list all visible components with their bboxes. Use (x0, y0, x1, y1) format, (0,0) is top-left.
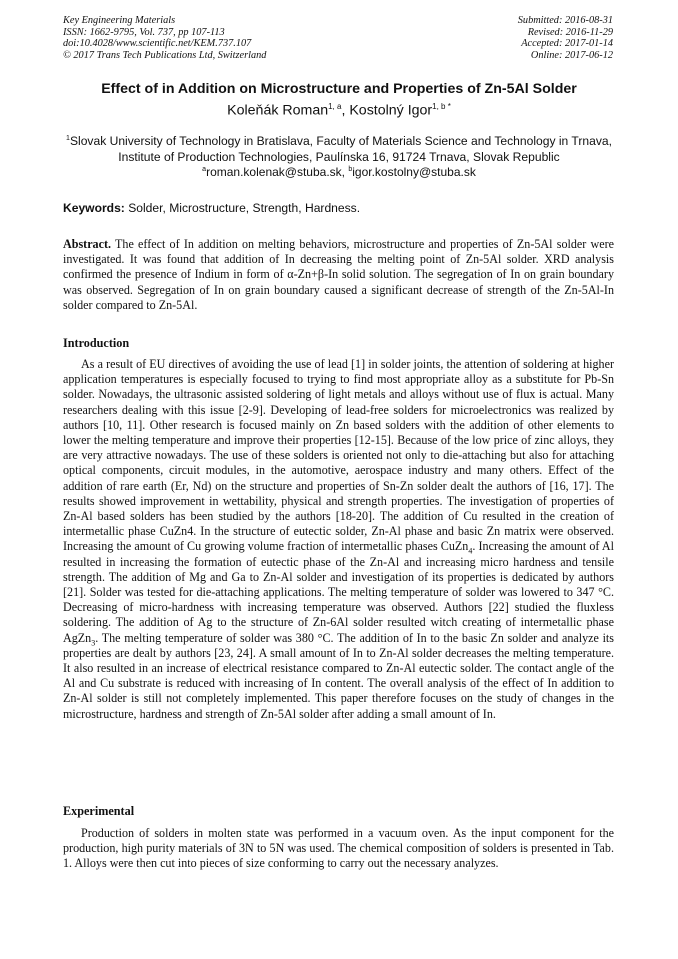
email-separator: , (341, 165, 349, 179)
journal-name: Key Engineering Materials (63, 15, 176, 26)
affiliation-text: Slovak University of Technology in Bratislava, Faculty of Materials Science and Technology in Trnava, Institute of Production Technologies, Paulínska 16, 91724 Trnava, Slovak Republic (69, 134, 612, 165)
email-line (0, 165, 678, 179)
author-name: Kostolný Igor (349, 102, 433, 119)
keywords-text: Solder, Microstructure, Strength, Hardness. (124, 201, 361, 215)
paper-title: Effect of in Addition on Microstructure and Properties of Zn-5Al Solder (101, 81, 577, 97)
abstract-text: The effect of In addition on melting behaviors, microstructure and properties of Zn-5Al solder were investigated. It was found that addition of In decreasing the melting point of Zn-5Al solder. XRD analysis confirmed the presence of Indium in form of α-Zn+β-In solid solution. The segregation of In on grain boundary was observed. Segregation of In on grain boundary caused a significant decrease of strength of the Zn-5Al-In solder compared to Zn-5Al. (63, 237, 614, 312)
journal-doi: doi:10.4028/www.scientific.net/KEM.737.107 (63, 38, 252, 50)
journal-copyright: © 2017 Trans Tech Publications Ltd, Switzerland (63, 49, 267, 61)
subscript: 4 (468, 546, 473, 556)
keywords-label: Keywords: (63, 201, 125, 215)
journal-info (63, 15, 266, 61)
author-sup: 1, b * (432, 102, 451, 111)
introduction-paragraph (63, 357, 614, 722)
email-sup: b (348, 166, 353, 173)
paragraph-text: As a result of EU directives of avoiding the use of lead [1] in solder joints, the attention of soldering at higher application temperatures is especially focused to trying to find most appropriate alloy as a substitute for Pb-Sn solder. Nowadays, the ultrasonic assisted soldering of light metals and alloys without use of flux is actual. Many researchers dealing with this issue [2-9]. Developing of lead-free solders for microelectronics was realized by authors [10, 11]. Other research is focused mainly on Zn based solders with the addition of other elements to lower the melting temperature and improve their properties [12-15]. Because of the low price of zinc alloys, they are very attractive nowadays. The use of these solders is oriented not only to die-attaching but also for attaching optical components, circuit modules, in the automotive, aerospace industry and many others. Effect of the addition of rare earth (Er, Nd) on the structure and properties of Sn-Zn solder dealt the authors of [16, 17]. The results showed improvement in wettability, physical and strength properties. The investigation of properties of Zn-Al based solders has been studied by the authors [18-20]. The addition of Cu resulted in the creation of intermetallic phase CuZn4. In the structure of eutectic solder, Zn-Al phase and basic Zn matrix were observed. Increasing the amount of Cu growing volume fraction of intermetallic phases CuZn (63, 357, 614, 554)
journal-issn: ISSN: 1662-9795, Vol. 737, pp 107-113 (63, 26, 225, 38)
keywords (63, 201, 360, 215)
author-sup: 1, a (328, 102, 342, 111)
experimental-paragraph (63, 826, 614, 872)
author-line (0, 102, 678, 119)
online-date: Online: 2017-06-12 (530, 49, 613, 61)
abstract (63, 237, 614, 313)
publication-dates (518, 15, 613, 61)
affiliation-sup: 1 (66, 135, 70, 142)
subscript: 3 (91, 638, 96, 648)
author-separator: , (341, 102, 350, 119)
email-sup: a (202, 166, 207, 173)
revised-date: Revised: 2016-11-29 (527, 26, 613, 38)
section-heading-introduction: Introduction (63, 336, 130, 350)
affiliation (60, 131, 618, 165)
paragraph-text: . The melting temperature of solder was 380 °C. The addition of In to the basic Zn solder and analyze its properties are dealt by authors [23, 24]. A small amount of In to Zn-Al solder decreases the melting temperature. It also resulted in an increase of electrical resistance compared to Zn-Al eutectic solder. The contact angle of the Al and Cu substrate is reduced with increasing of In content. The overall analysis of the effect of In addition to Zn-Al solder is still not completely implemented. This paper therefore focuses on the study of changes in the microstructure, hardness and strength of Zn-5Al solder after adding a small amount of In. (63, 630, 614, 721)
abstract-label: Abstract. (63, 237, 112, 251)
email-link[interactable]: roman.kolenak@stuba.sk (206, 165, 342, 179)
paragraph-text: Production of solders in molten state was performed in a vacuum oven. As the input component for the production, high purity materials of 3N to 5N was used. The chemical composition of solders is presented in Tab. 1. Alloys were then cut into pieces of size conforming to carry out the necessary analyzes. (63, 826, 614, 871)
section-heading-experimental: Experimental (63, 804, 135, 818)
submitted-date: Submitted: 2016-08-31 (517, 15, 613, 26)
paragraph-text: . Increasing the amount of Al resulted in increasing the formation of eutectic phase of the Zn-Al and increasing micro hardness and tensile strength. The addition of Mg and Ga to Zn-Al solder and investigation of its properties is dedicated by authors [21]. Solder was tested for die-attaching applications. The melting temperature of solder was lowered to 347 °C. Decreasing of micro-hardness with increasing temperature was observed. Authors [22] studied the fluxless soldering. The addition of Ag to the structure of Zn-6Al solder resulted witch creating of intermetallic phase AgZn (63, 539, 614, 645)
author-name: Koleňák Roman (227, 102, 329, 119)
accepted-date: Accepted: 2017-01-14 (521, 38, 613, 50)
email-link[interactable]: igor.kostolny@stuba.sk (352, 165, 476, 179)
